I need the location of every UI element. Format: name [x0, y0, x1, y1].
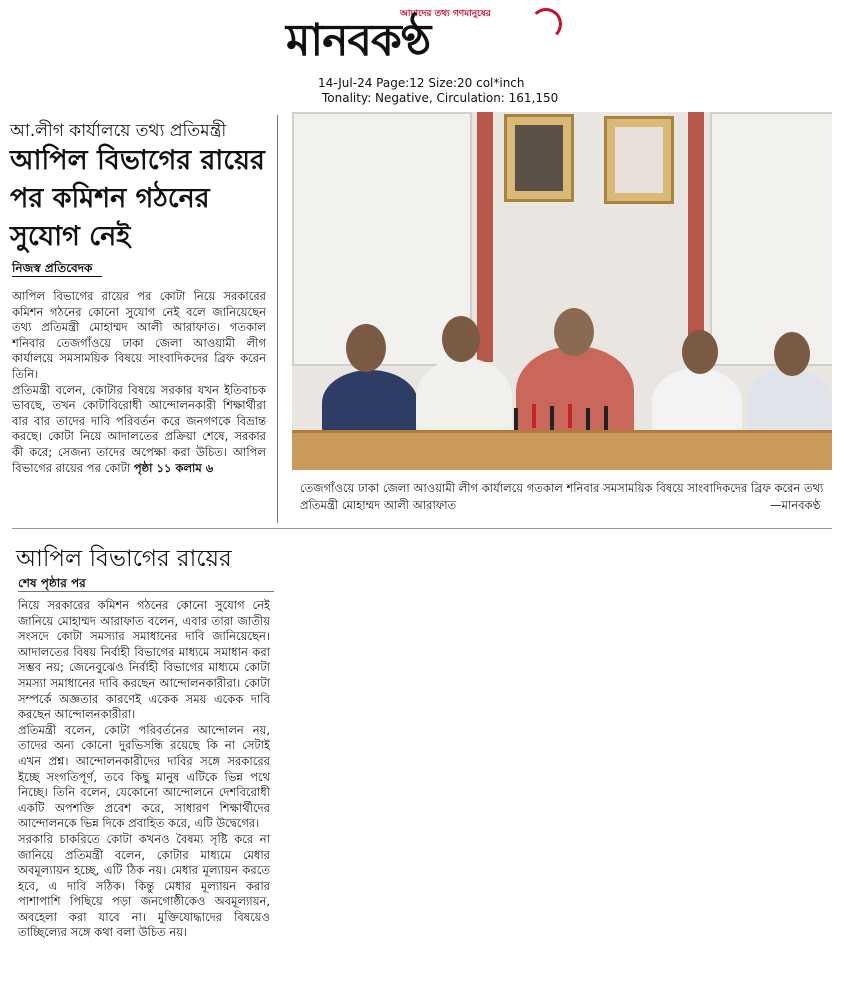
- microphone: [586, 408, 590, 432]
- press-briefing-photo: [292, 112, 832, 470]
- photo-credit: —মানবকণ্ঠ: [770, 498, 821, 512]
- section-divider: [12, 528, 832, 529]
- column-divider: [277, 115, 278, 523]
- briefing-table: [292, 430, 832, 470]
- portrait-frame: [504, 114, 574, 202]
- logo-swirl-icon: [530, 8, 562, 40]
- person-head: [346, 324, 386, 372]
- brick-column: [688, 112, 704, 362]
- masthead-tagline: আমাদের তথ্য গণমানুষের: [400, 9, 491, 19]
- window-panel: [710, 112, 832, 366]
- continuation-paragraph: সরকারি চাকরিতে কোটা কখনও বৈষম্য সৃষ্টি করে না জানিয়ে প্রতিমন্ত্রী বলেন, কোটার মাধ্যমে মেধার অবমূল্যায়ন হচ্ছে, এটি ঠিক নয়। মেধার মূল্যায়ন করতে হবে, এ দাবি সঠিক। কিন্তু মেধার মূল্যায়ন করার পাশাপাশি পিছিয়ে পড়া জনগোষ্ঠীকেও অবমূল্যায়ন, অবহেলা করা যাবে না। মুক্তিযোদ্ধাদের বিষয়েও তাচ্ছিল্যের সঙ্গে কথা বলা উচিত নয়।: [18, 831, 270, 940]
- person-seated: [322, 370, 418, 436]
- article-paragraph: আপিল বিভাগের রায়ের পর কোটা নিয়ে সরকারের কমিশন গঠনের কোনো সুযোগ নেই বলে জানিয়েছেন তথ্য প্রতিমন্ত্রী মোহাম্মদ আলী আরাফাত। গতকাল শনিবার তেজগাঁওয়ে ঢাকা জেলা আওয়ামী লীগ কার্যালয়ে সমসাময়িক বিষয়ে সাংবাদিকদের ব্রিফ করেন তিনি।: [12, 289, 266, 381]
- continuation-paragraph: নিয়ে সরকারের কমিশন গঠনের কোনো সুযোগ নেই জানিয়ে মোহাম্মদ আরাফাত বলেন, এবার তারা জাতীয় সংসদে কোটা সমস্যার সমাধানের দাবি জানিয়েছেন। আদালতের বিষয় নির্বাহী বিভাগের মাধ্যমে সমাধান করা সম্ভব নয়; জেনেবুঝেও নির্বাহী বিভাগের মাধ্যমে কোটা সমস্যা সমাধানের দাবি করছেন আন্দোলনকারীরা। কোটা সম্পর্কে অজ্ঞতার কারণেই একেক সময় একেক দাবি করছেন আন্দোলনকারীরা।: [18, 598, 270, 722]
- person-seated: [416, 358, 512, 436]
- person-head: [682, 330, 718, 374]
- continuation-subhead: শেষ পৃষ্ঠার পর: [18, 576, 86, 590]
- brick-column: [477, 112, 493, 362]
- microphone: [514, 408, 518, 432]
- continuation-headline: আপিল বিভাগের রায়ের: [16, 546, 232, 572]
- subhead-rule: [18, 591, 274, 592]
- article-body: [12, 289, 266, 476]
- clipping-meta-date-page: 14-Jul-24 Page:12 Size:20 col*inch: [318, 76, 525, 90]
- article-byline: নিজস্ব প্রতিবেদক: [12, 261, 93, 275]
- continuation-body: [18, 598, 270, 941]
- article-paragraph: [12, 383, 266, 477]
- newspaper-logo: মানবকণ্ঠ: [286, 15, 431, 66]
- person-head: [774, 332, 810, 376]
- portrait-frame: [604, 116, 674, 204]
- article-kicker: আ.লীগ কার্যালয়ে তথ্য প্রতিমন্ত্রী: [10, 121, 227, 141]
- person-seated: [747, 368, 832, 436]
- newspaper-masthead: [280, 2, 570, 70]
- person-head: [554, 308, 594, 356]
- microphone: [550, 406, 554, 430]
- article-jump-reference: পৃষ্ঠা ১১ কলাম ৬: [133, 460, 214, 475]
- microphone: [532, 404, 536, 428]
- microphone: [604, 406, 608, 430]
- article-paragraph-text: প্রতিমন্ত্রী বলেন, কোটার বিষয়ে সরকার যখন ইতিবাচক ভাবছে, তখন কোটাবিরোধী আন্দোলনকারী শিক্ষার্থীরা বার বার তাদের দাবি পরিবর্তন করে জনগণকে বিভ্রান্ত করছে। কোটা নিয়ে আদালতের প্রক্রিয়া শেষে, সরকার কী করে; সেজন্য তাদের অপেক্ষা করা উচিত। আপিল বিভাগের রায়ের পর কোটা: [12, 382, 266, 475]
- person-seated: [652, 368, 742, 436]
- clipping-meta-tonality: Tonality: Negative, Circulation: 161,150: [322, 91, 559, 105]
- continuation-paragraph: প্রতিমন্ত্রী বলেন, কোটা পরিবর্তনের আন্দোলন নয়, তাদের অন্য কোনো দুরভিসন্ধি রয়েছে কি না সেটাই এখন প্রশ্ন। আন্দোলনকারীদের দাবির সঙ্গে সরকারের ইচ্ছে সংগতিপূর্ণ, তবে কিছু মানুষ এটিকে ভিন্ন পথে নিচ্ছে। তিনি বলেন, যেকোনো আন্দোলনে দেশবিরোধী একটি অপশক্তি প্রবেশ করে, সাধারণ শিক্ষার্থীদের আন্দোলনকে ভিন্ন দিকে প্রবাহিত করে, এটি উদ্বেগের।: [18, 722, 270, 831]
- byline-underline: [12, 276, 102, 277]
- article-headline: আপিল বিভাগের রায়ের পর কমিশন গঠনের সুযোগ নেই: [10, 145, 265, 252]
- photo-caption: তেজগাঁওয়ে ঢাকা জেলা আওয়ামী লীগ কার্যালয়ে গতকাল শনিবার সমসাময়িক বিষয়ে সাংবাদিকদের ব্রিফ করেন তথ্য প্রতিমন্ত্রী মোহাম্মদ আলী আরাফাত: [300, 481, 824, 512]
- person-head: [442, 316, 480, 362]
- microphone: [568, 404, 572, 428]
